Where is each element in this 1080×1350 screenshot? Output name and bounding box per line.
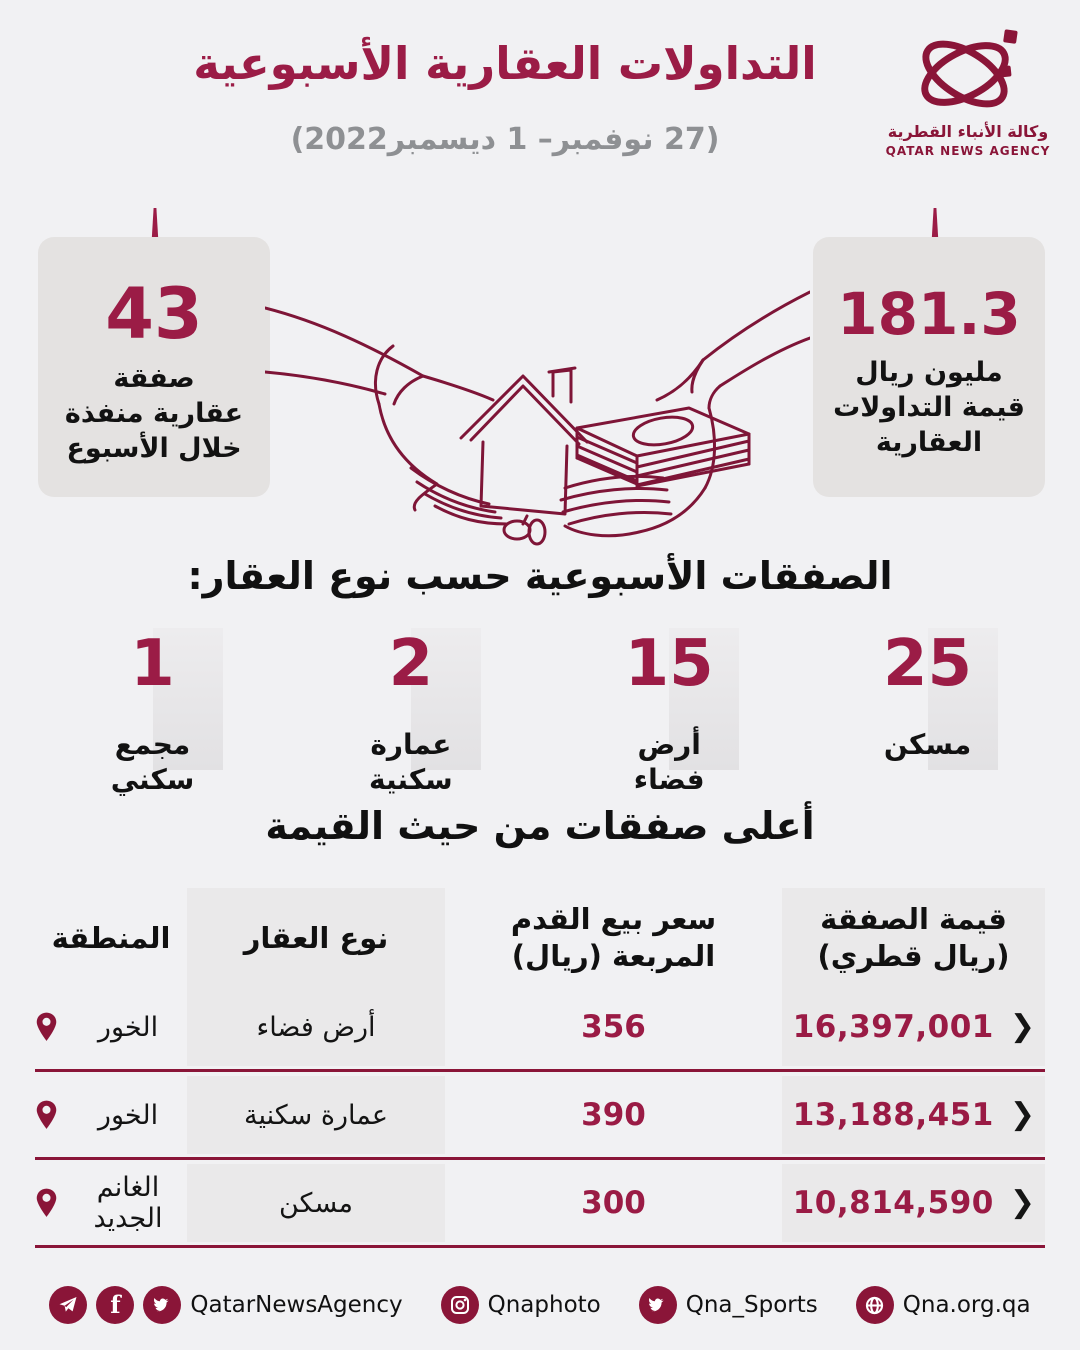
top-deals-table [35,888,1045,1252]
type-count: 25 [882,627,973,701]
social-handle[interactable]: Qna_Sports [685,1292,818,1318]
globe-icon[interactable] [856,1286,894,1324]
table-row-3-region: الغانم الجديد [35,1164,187,1242]
type-label: مسكن [883,728,972,761]
type-count: 2 [388,627,434,701]
location-pin-icon [35,1012,58,1043]
twitter-icon[interactable] [143,1286,181,1324]
by-type-section-title: الصفقات الأسبوعية حسب نوع العقار: [187,554,893,598]
social-group-instagram[interactable] [441,1286,601,1324]
type-stat-vacant-land [552,627,787,797]
table-row-3-type: مسكن [187,1164,445,1242]
facebook-icon[interactable]: f [96,1286,134,1324]
column-header-property-type: نوع العقار [187,888,445,988]
hands-exchange-illustration [265,280,810,548]
social-group-twitter-sports[interactable] [639,1286,818,1324]
type-stat-residential-building [293,627,528,797]
twitter-icon[interactable] [639,1286,677,1324]
table-row-2-value: ❮ 13,188,451 [782,1076,1045,1154]
social-group-website[interactable] [856,1286,1031,1324]
table-row-1-value: ❮ 16,397,001 [782,988,1045,1066]
top-deals-section-title: أعلى صفقات من حيث القيمة [265,804,815,848]
type-count: 1 [130,627,175,701]
column-header-region: المنطقة [51,920,171,955]
table-row-3-price: 300 [581,1185,646,1221]
by-type-stats [35,627,1045,797]
instagram-icon[interactable] [441,1286,479,1324]
page-title: التداولات العقارية الأسبوعية [193,37,817,90]
agency-name-english: QATAR NEWS AGENCY [885,144,1051,158]
row-divider [35,1066,1045,1076]
social-footer [0,1286,1080,1324]
value-caption-line1: مليون ريال [855,357,1003,388]
deals-caption-line3: خلال الأسبوع [66,433,242,464]
column-header-deal-value: قيمة الصفقة (ريال قطري) [782,888,1045,988]
qna-logo [878,22,1058,158]
social-handle[interactable]: Qna.org.qa [902,1292,1031,1318]
table-row-2-type: عمارة سكنية [187,1076,445,1154]
type-label: عمارة سكنية [369,728,453,796]
trade-value: 181.3 [837,280,1021,348]
type-stat-home [810,627,1045,797]
table-row-2-region: الخور [35,1076,187,1154]
column-header-price-per-sqft: سعر بيع القدم المربعة (ريال) [510,902,717,973]
table-row-1-region: الخور [35,988,187,1066]
deals-caption-line2: عقارية منفذة [64,398,244,429]
chevron-left-icon: ❮ [1009,1097,1035,1132]
qna-swirl-icon [908,22,1028,120]
type-label: مجمع سكني [110,728,195,796]
table-row-2-price: 390 [581,1097,646,1133]
deals-count-value: 43 [105,273,203,355]
weekly-trade-value-card [813,237,1045,497]
social-handle[interactable]: Qnaphoto [487,1292,601,1318]
agency-name-arabic: وكالة الأنباء القطرية [887,122,1049,141]
deals-caption-line1: صفقة [113,363,195,394]
social-handle[interactable]: QatarNewsAgency [190,1292,403,1318]
value-caption-line2: قيمة التداولات [833,392,1025,423]
type-count: 15 [624,627,714,701]
type-label: أرض فضاء [633,728,705,796]
row-divider [35,1242,1045,1252]
telegram-icon[interactable] [49,1286,87,1324]
date-range: (27 نوفمبر– 1 ديسمبر2022) [290,122,720,157]
location-pin-icon [35,1188,58,1219]
type-stat-residential-complex [35,627,270,797]
chevron-left-icon: ❮ [1009,1009,1035,1044]
table-row-3-value: ❮ 10,814,590 [782,1164,1045,1242]
row-divider [35,1154,1045,1164]
chevron-left-icon: ❮ [1009,1185,1035,1220]
table-row-1-type: أرض فضاء [187,988,445,1066]
weekly-deals-count-card [38,237,270,497]
value-caption-line3: العقارية [875,427,983,458]
social-group-main[interactable] [49,1286,402,1324]
table-row-1-price: 356 [581,1009,646,1045]
location-pin-icon [35,1100,58,1131]
